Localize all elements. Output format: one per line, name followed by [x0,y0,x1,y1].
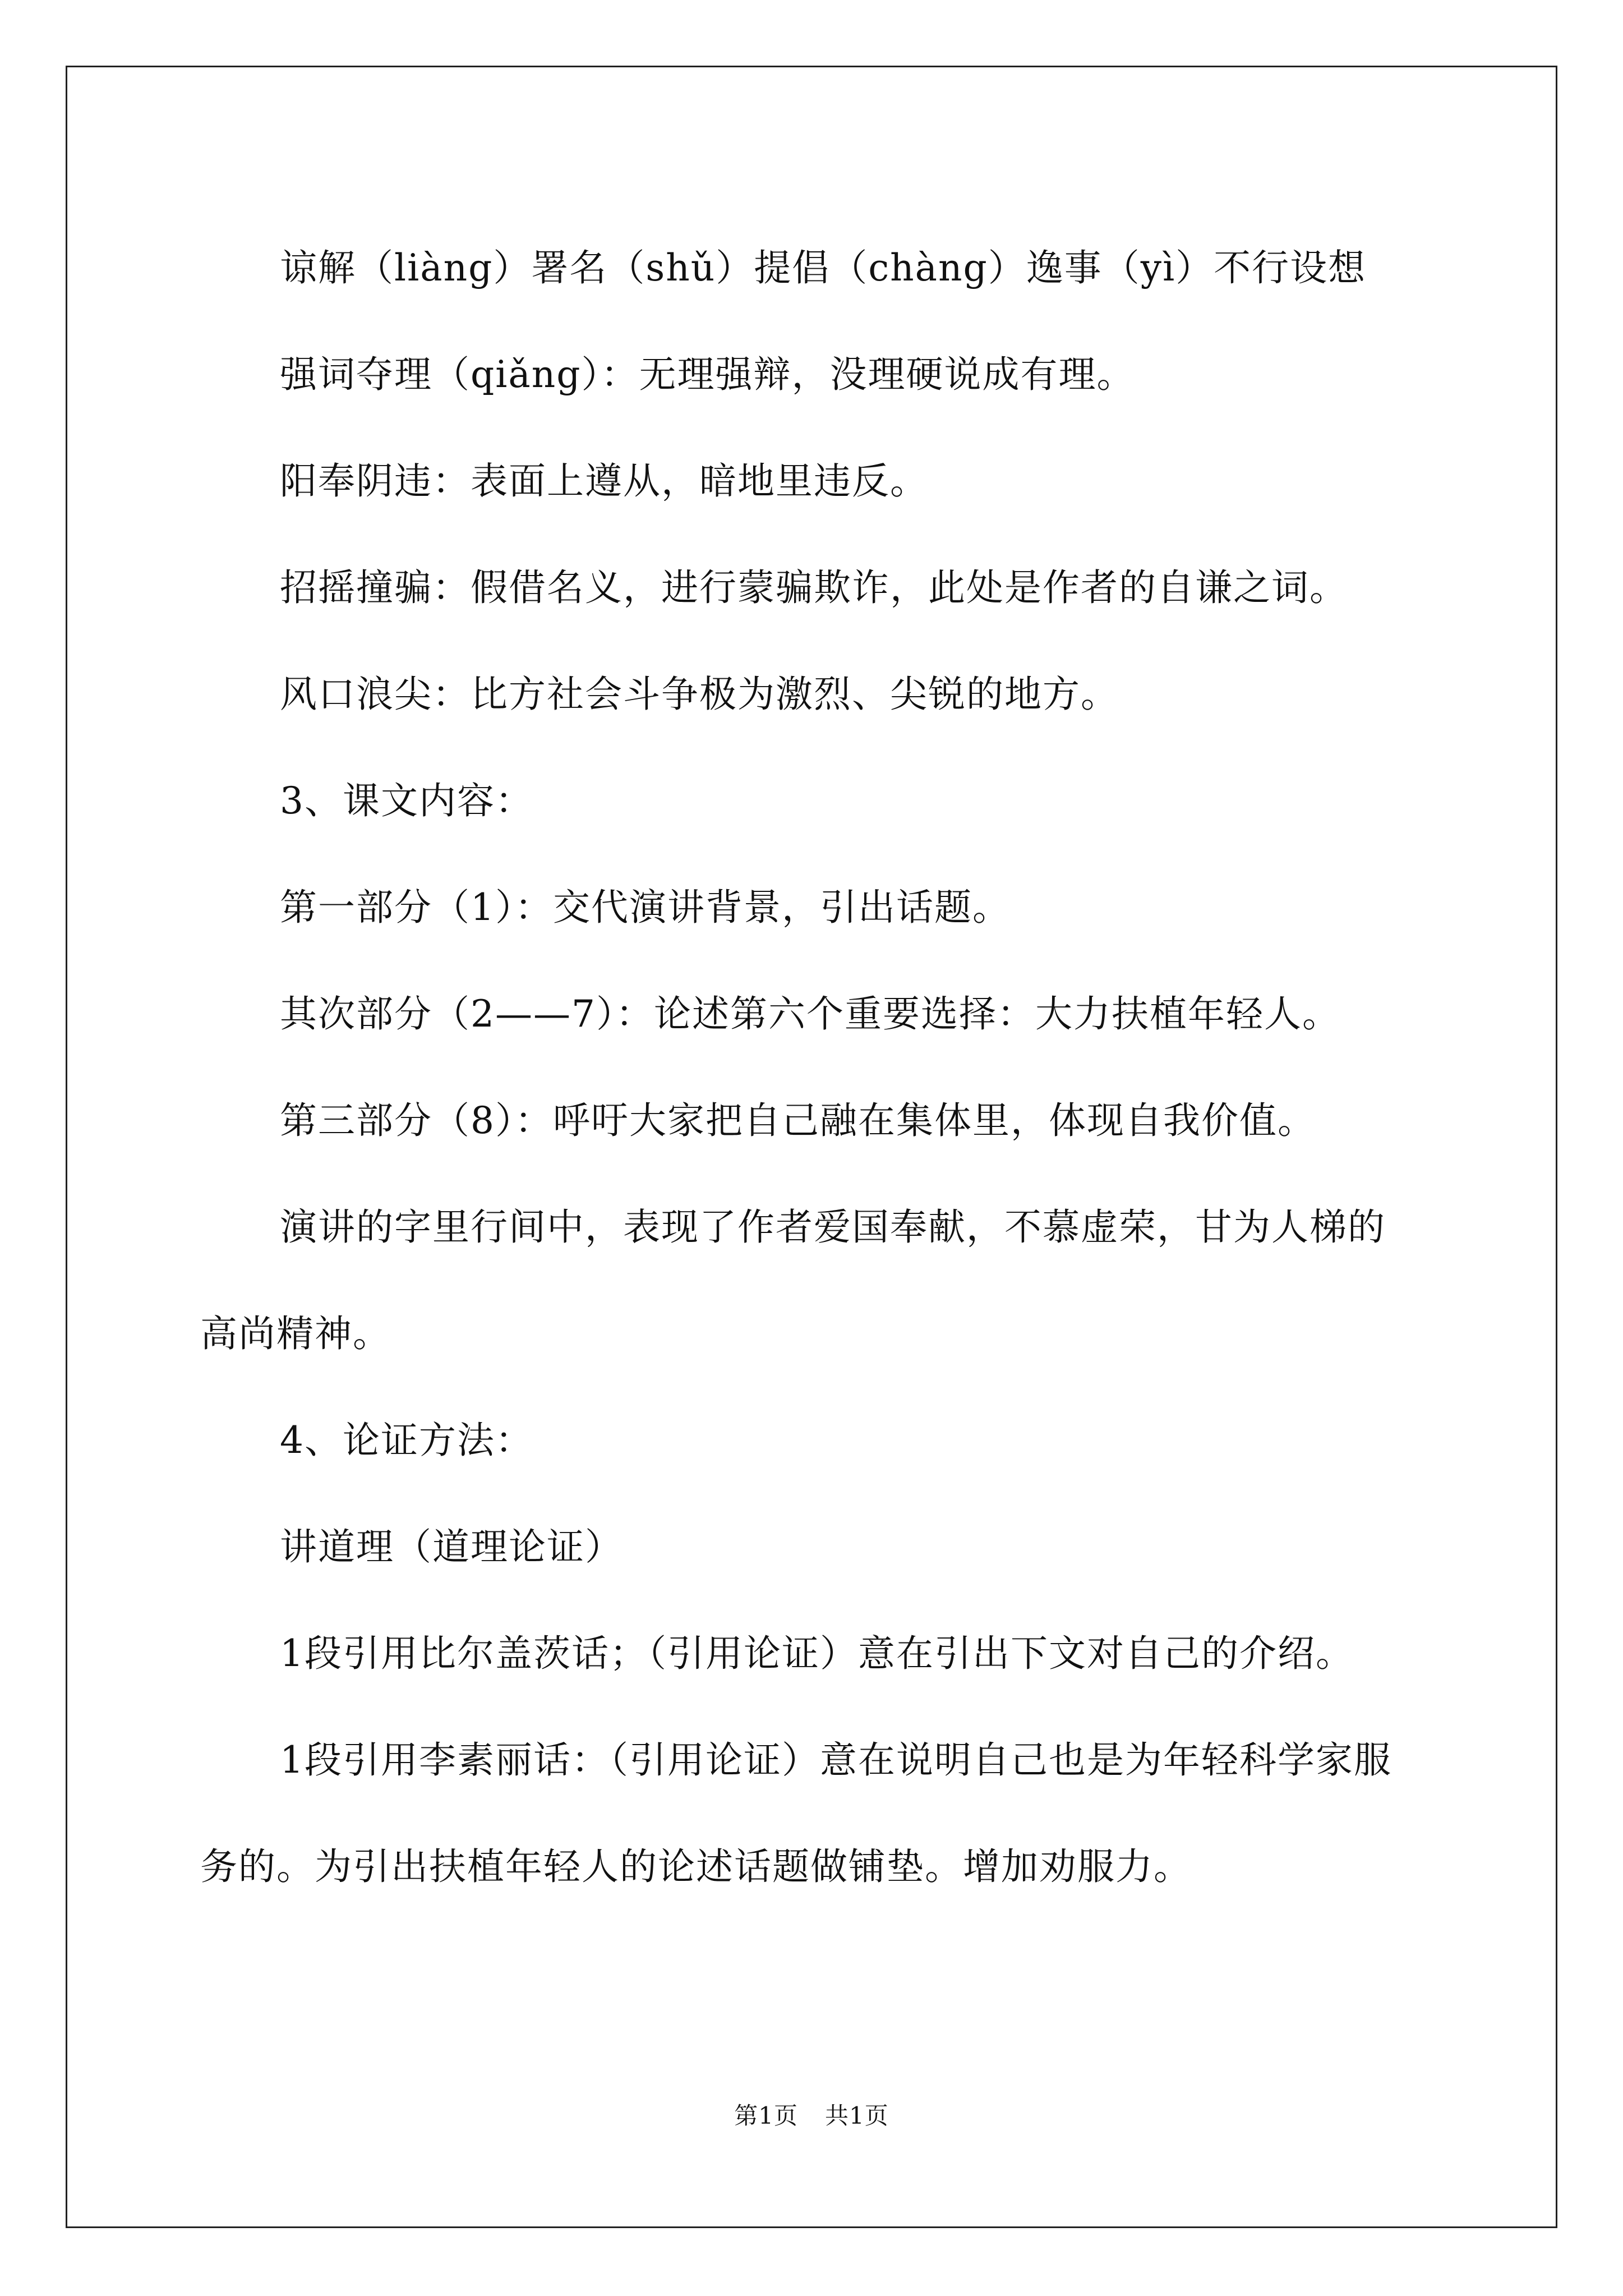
paragraph-quote-gates: 1段引用比尔盖茨话；（引用论证）意在引出下文对自己的介绍。 [280,1632,1354,1675]
page-number-total: 共1页 [825,2102,889,2129]
section-heading-content: 3、课文内容： [280,779,533,822]
paragraph-idiom-zhaoyao: 招摇撞骗：假借名义，进行蒙骗欺诈，此处是作者的自谦之词。 [280,566,1348,609]
paragraph-idiom-yangfeng: 阳奉阴违：表面上遵从，暗地里违反。 [280,459,928,503]
page-footer [0,2099,1623,2133]
paragraph-reasoning: 讲道理（道理论证） [280,1525,623,1568]
paragraph-idiom-fengkou: 风口浪尖：比方社会斗争极为激烈、尖锐的地方。 [280,673,1119,716]
paragraph-vocab-pinyin: 谅解（liàng）署名（shǔ）提倡（chàng）逸事（yì）不行设想 [280,246,1367,289]
section-heading-argument: 4、论证方法： [280,1419,533,1462]
paragraph-summary: 演讲的字里行间中，表现了作者爱国奉献，不慕虚荣，甘为人梯的高尚精神。 [200,1205,1386,1355]
page-number-current: 第1页 [734,2102,798,2129]
paragraph-part-two: 其次部分（2——7）：论述第六个重要选择：大力扶植年轻人。 [280,992,1340,1036]
paragraph-idiom-qiangci: 强词夺理（qiǎng）：无理强辩，没理硬说成有理。 [280,353,1135,396]
paragraph-part-one: 第一部分（1）：交代演讲背景，引出话题。 [280,886,1011,929]
paragraph-part-three: 第三部分（8）：呼吁大家把自己融在集体里，体现自我价值。 [280,1099,1316,1142]
document-body [200,215,1423,1920]
paragraph-quote-lisuli: 1段引用李素丽话：（引用论证）意在说明自己也是为年轻科学家服务的。为引出扶植年轻人的论述话题做铺垫。增加劝服力。 [200,1738,1392,1888]
